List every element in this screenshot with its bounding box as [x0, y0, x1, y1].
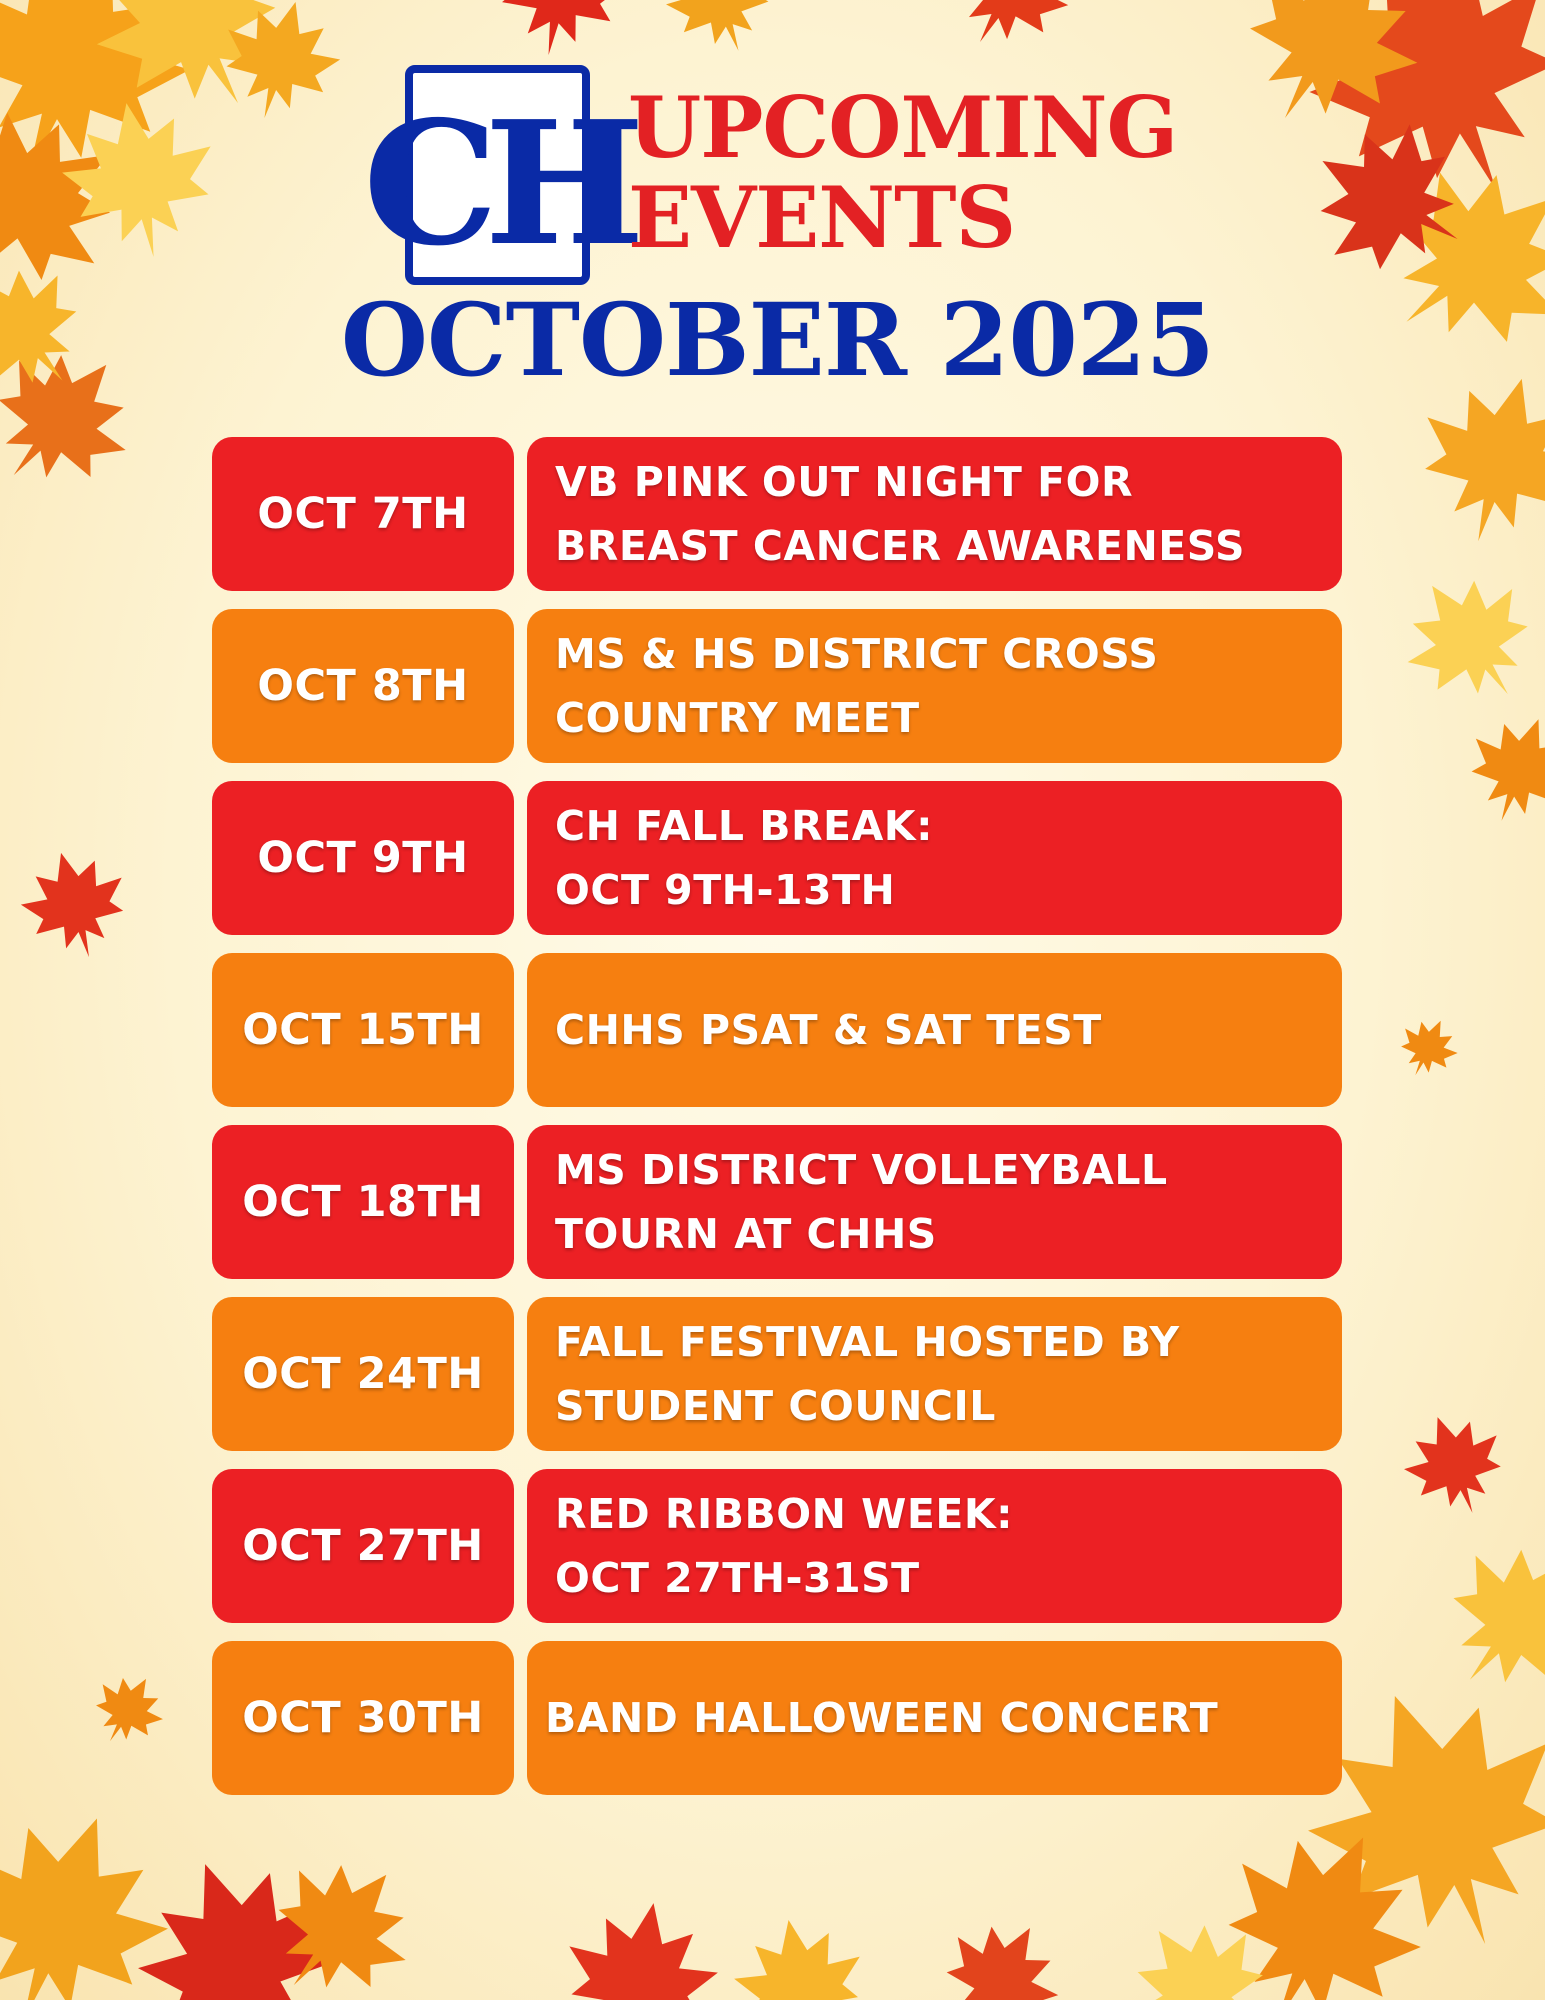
- header: [0, 0, 1545, 420]
- event-date: OCT 8TH: [257, 661, 469, 711]
- event-row: [212, 1297, 1342, 1451]
- event-description-box: [527, 1641, 1342, 1795]
- event-row: [212, 1641, 1342, 1795]
- event-date-box: [212, 437, 514, 591]
- event-row: [212, 953, 1342, 1107]
- event-date-box: [212, 781, 514, 935]
- event-description: MS DISTRICT VOLLEYBALL TOURN AT CHHS: [555, 1146, 1168, 1258]
- event-description: MS & HS DISTRICT CROSS COUNTRY MEET: [555, 630, 1159, 742]
- event-date-box: [212, 953, 514, 1107]
- school-logo: [363, 65, 631, 285]
- event-date: OCT 24TH: [242, 1349, 484, 1399]
- event-row: [212, 609, 1342, 763]
- event-date-box: [212, 1641, 514, 1795]
- event-description-box: [527, 1297, 1342, 1451]
- event-description: VB PINK OUT NIGHT FOR BREAST CANCER AWARENESS: [555, 458, 1246, 570]
- title-upcoming: UPCOMING: [628, 78, 1178, 177]
- event-description-box: [527, 1469, 1342, 1623]
- event-date: OCT 7TH: [257, 489, 469, 539]
- event-date: OCT 15TH: [242, 1005, 484, 1055]
- event-description-box: [527, 781, 1342, 935]
- event-description-box: [527, 953, 1342, 1107]
- svg-text:CH: CH: [363, 84, 631, 284]
- event-description: FALL FESTIVAL HOSTED BY STUDENT COUNCIL: [555, 1318, 1180, 1430]
- event-description: BAND HALLOWEEN CONCERT: [545, 1694, 1219, 1742]
- event-date-box: [212, 1125, 514, 1279]
- event-description: CHHS PSAT & SAT TEST: [555, 1006, 1102, 1054]
- title-events: EVENTS: [628, 168, 1016, 267]
- event-date-box: [212, 609, 514, 763]
- event-row: [212, 437, 1342, 591]
- event-row: [212, 1125, 1342, 1279]
- event-row: [212, 1469, 1342, 1623]
- event-date: OCT 9TH: [257, 833, 469, 883]
- event-date: OCT 30TH: [242, 1693, 484, 1743]
- event-description-box: [527, 609, 1342, 763]
- event-description: RED RIBBON WEEK: OCT 27TH-31ST: [555, 1490, 1014, 1602]
- event-date: OCT 18TH: [242, 1177, 484, 1227]
- event-description: CH FALL BREAK: OCT 9TH-13TH: [555, 802, 933, 914]
- event-date-box: [212, 1297, 514, 1451]
- month-heading: OCTOBER 2025: [340, 281, 1215, 399]
- event-date: OCT 27TH: [242, 1521, 484, 1571]
- event-date-box: [212, 1469, 514, 1623]
- event-description-box: [527, 437, 1342, 591]
- event-row: [212, 781, 1342, 935]
- event-description-box: [527, 1125, 1342, 1279]
